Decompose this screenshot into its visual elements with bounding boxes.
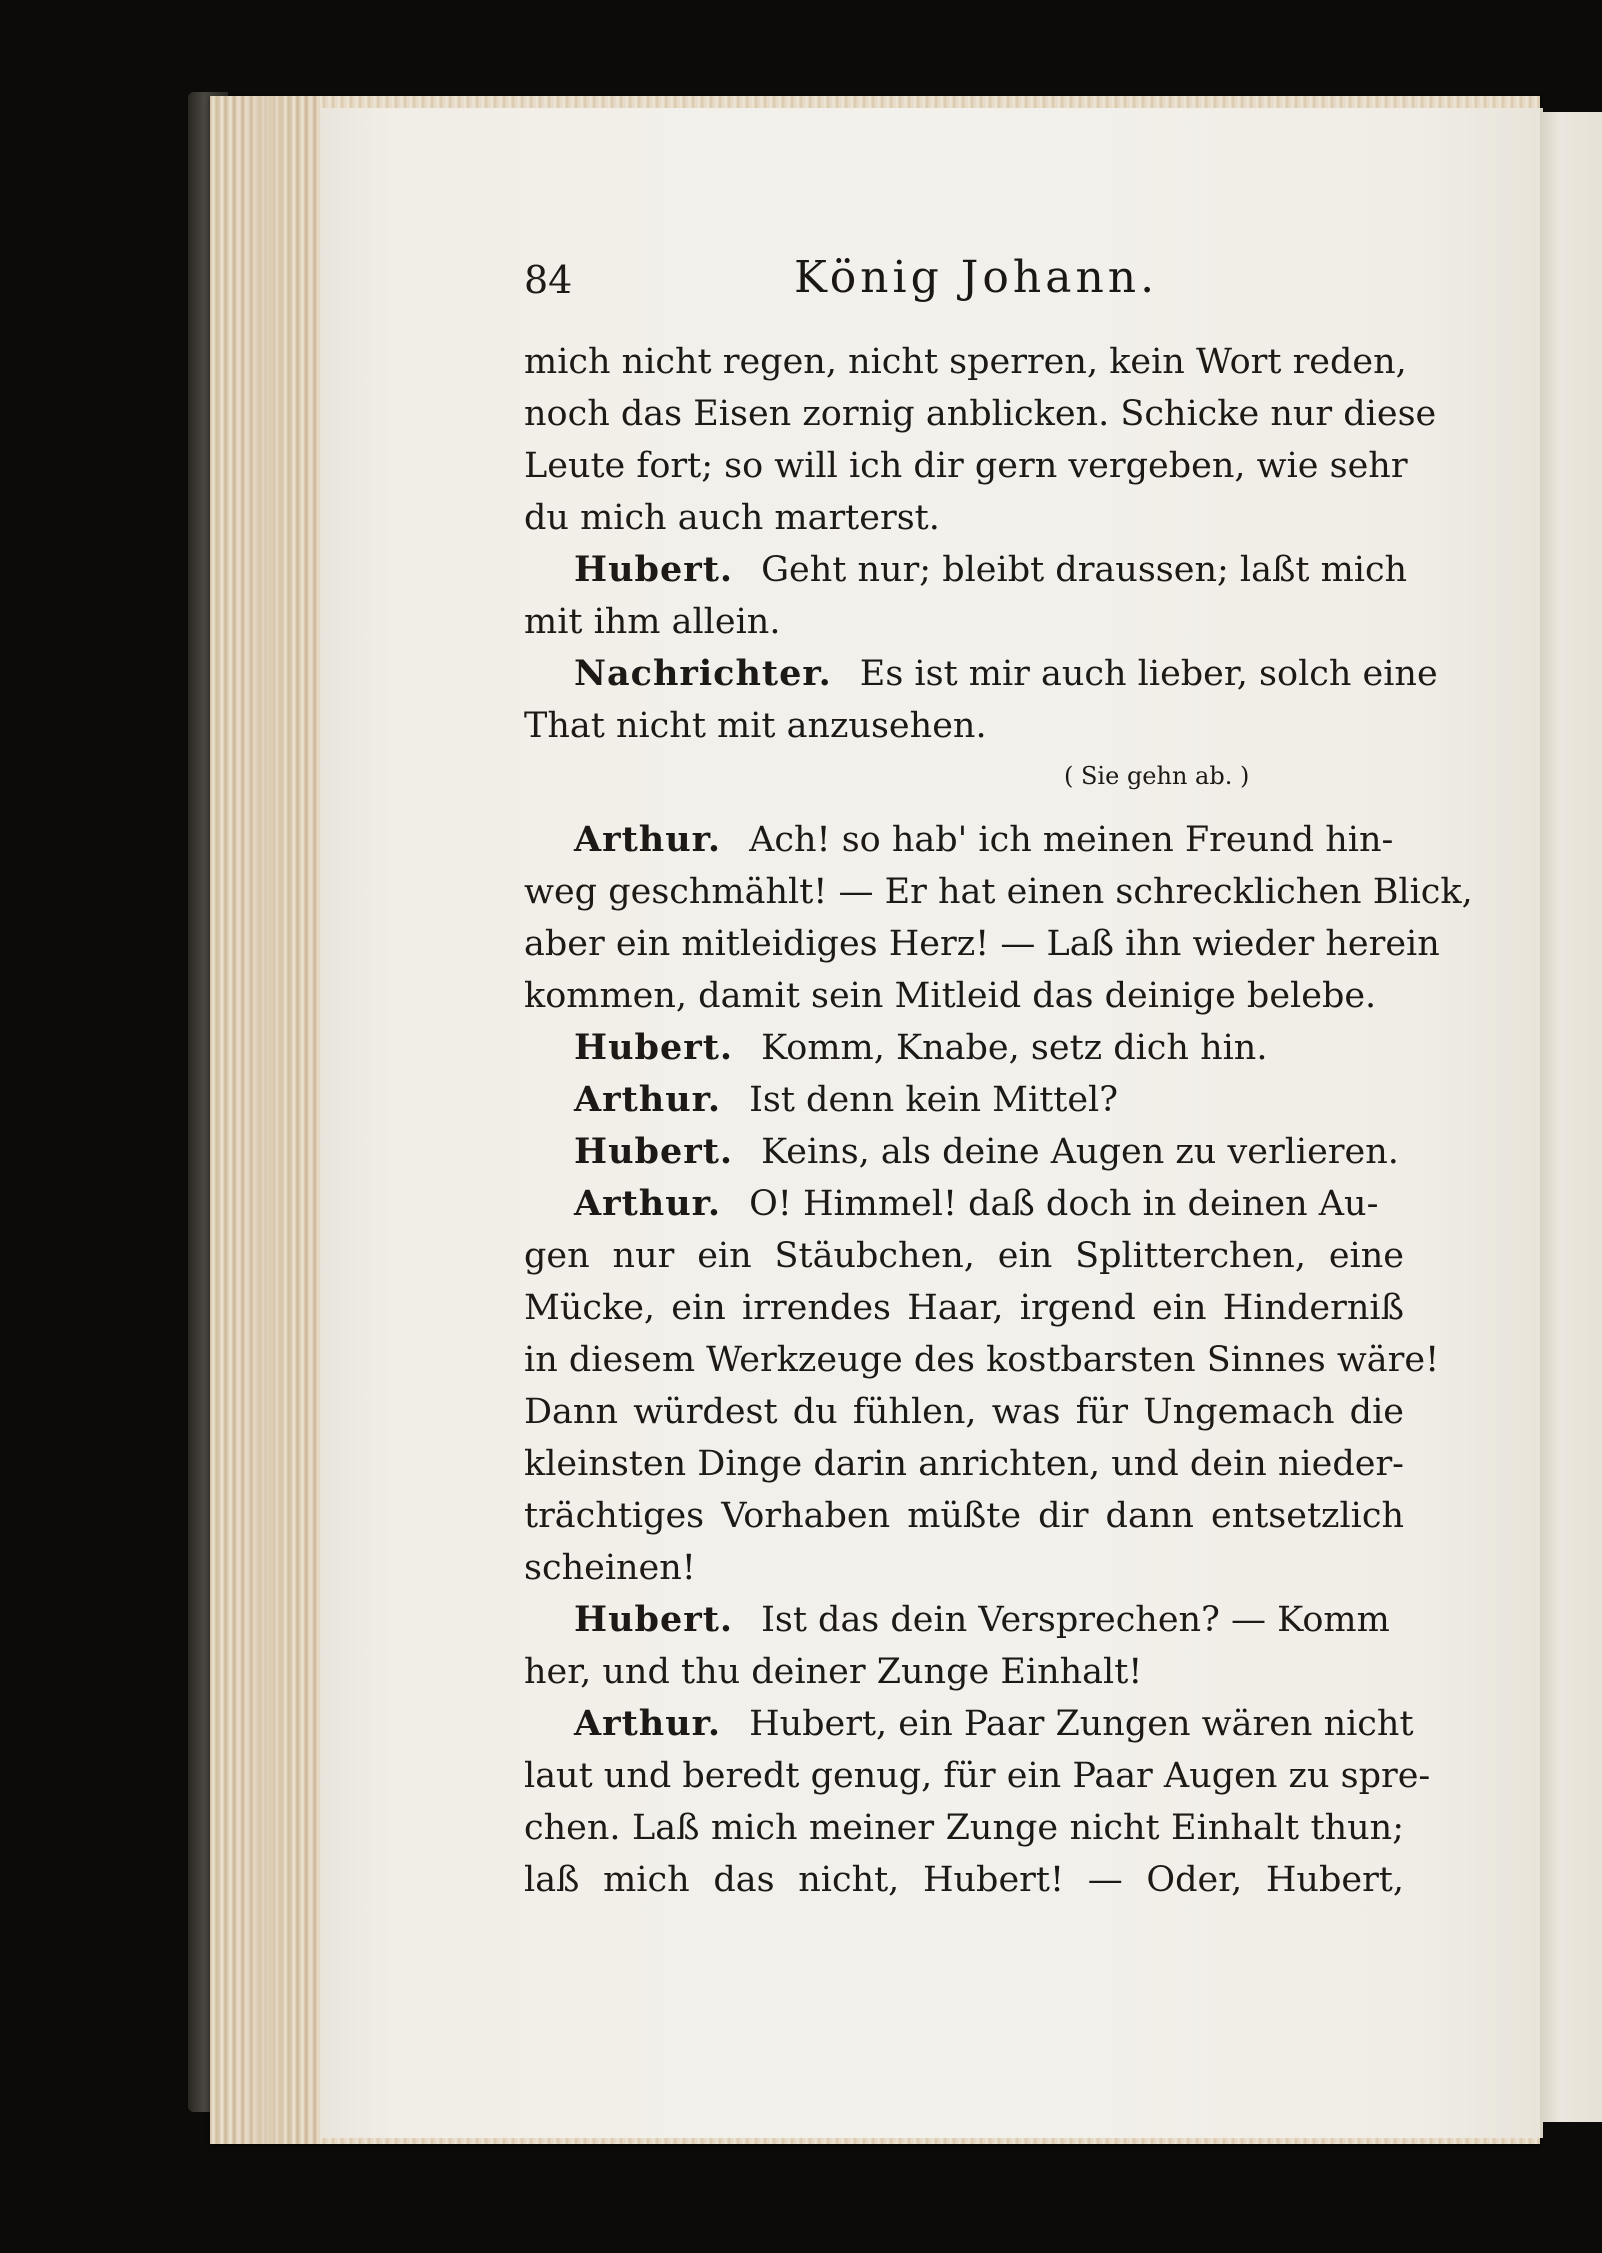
text-line: laß mich das nicht, Hubert! — Oder, Hubert,: [524, 1860, 1404, 1900]
text-line: mit ihm allein.: [524, 602, 781, 642]
dialogue-text: Ist denn kein Mittel?: [749, 1080, 1118, 1120]
text-line: kommen, damit sein Mitleid das deinige belebe.: [524, 976, 1377, 1016]
speaker-name: Arthur.: [574, 1183, 722, 1224]
speaker-name: Hubert.: [574, 549, 734, 590]
dialogue-text: Ach! so hab' ich meinen Freund hin-: [749, 820, 1394, 860]
text-line: kleinsten Dinge darin anrichten, und dein nieder-: [524, 1444, 1404, 1484]
text-line: scheinen!: [524, 1548, 696, 1588]
speaker-name: Arthur.: [574, 1703, 722, 1744]
dialogue-text: Ist das dein Versprechen? — Komm: [761, 1600, 1390, 1640]
dialogue-line: [574, 1178, 1378, 1230]
text-line: chen. Laß mich meiner Zunge nicht Einhalt thun;: [524, 1808, 1404, 1848]
text-line: mich nicht regen, nicht sperren, kein Wort reden,: [524, 342, 1407, 382]
dialogue-text: Keins, als deine Augen zu verlieren.: [761, 1132, 1399, 1172]
dialogue-text: Hubert, ein Paar Zungen wären nicht: [749, 1704, 1414, 1744]
dialogue-text: Es ist mir auch lieber, solch eine: [859, 654, 1438, 694]
text-line: weg geschmählt! — Er hat einen schrecklichen Blick,: [524, 872, 1473, 912]
page-number: 84: [524, 258, 573, 302]
text-line: That nicht mit anzusehen.: [524, 706, 987, 746]
dialogue-line: [574, 1594, 1390, 1646]
stage-direction: ( Sie gehn ab. ): [1064, 762, 1250, 790]
text-line: Mücke, ein irrendes Haar, irgend ein Hinderniß: [524, 1288, 1404, 1328]
dialogue-line: [574, 1074, 1118, 1126]
dialogue-line: [574, 648, 1438, 700]
running-title: König Johann.: [794, 252, 1159, 303]
speaker-name: Hubert.: [574, 1131, 734, 1172]
dialogue-line: [574, 1022, 1267, 1074]
speaker-name: Arthur.: [574, 1079, 722, 1120]
text-line: noch das Eisen zornig anblicken. Schicke nur diese: [524, 394, 1437, 434]
dialogue-text: Geht nur; bleibt draussen; laßt mich: [761, 550, 1408, 590]
dialogue-line: [574, 1126, 1399, 1178]
text-line: in diesem Werkzeuge des kostbarsten Sinnes wäre!: [524, 1340, 1440, 1380]
text-line: du mich auch marterst.: [524, 498, 940, 538]
dialogue-text: O! Himmel! daß doch in deinen Au-: [749, 1184, 1379, 1224]
text-line: laut und beredt genug, für ein Paar Augen zu spre-: [524, 1756, 1431, 1796]
speaker-name: Nachrichter.: [574, 653, 832, 694]
text-line: Dann würdest du fühlen, was für Ungemach die: [524, 1392, 1404, 1432]
dialogue-line: [574, 1698, 1414, 1750]
dialogue-line: [574, 814, 1393, 866]
text-line: trächtiges Vorhaben müßte dir dann entsetzlich: [524, 1496, 1404, 1536]
dialogue-line: [574, 544, 1407, 596]
speaker-name: Hubert.: [574, 1027, 734, 1068]
speaker-name: Arthur.: [574, 819, 722, 860]
page-header: [524, 252, 1404, 318]
text-line: aber ein mitleidiges Herz! — Laß ihn wieder herein: [524, 924, 1440, 964]
dialogue-text: Komm, Knabe, setz dich hin.: [761, 1028, 1268, 1068]
speaker-name: Hubert.: [574, 1599, 734, 1640]
text-line: Leute fort; so will ich dir gern vergeben, wie sehr: [524, 446, 1408, 486]
text-line: gen nur ein Stäubchen, ein Splitterchen, eine: [524, 1236, 1404, 1276]
text-line: her, und thu deiner Zunge Einhalt!: [524, 1652, 1143, 1692]
